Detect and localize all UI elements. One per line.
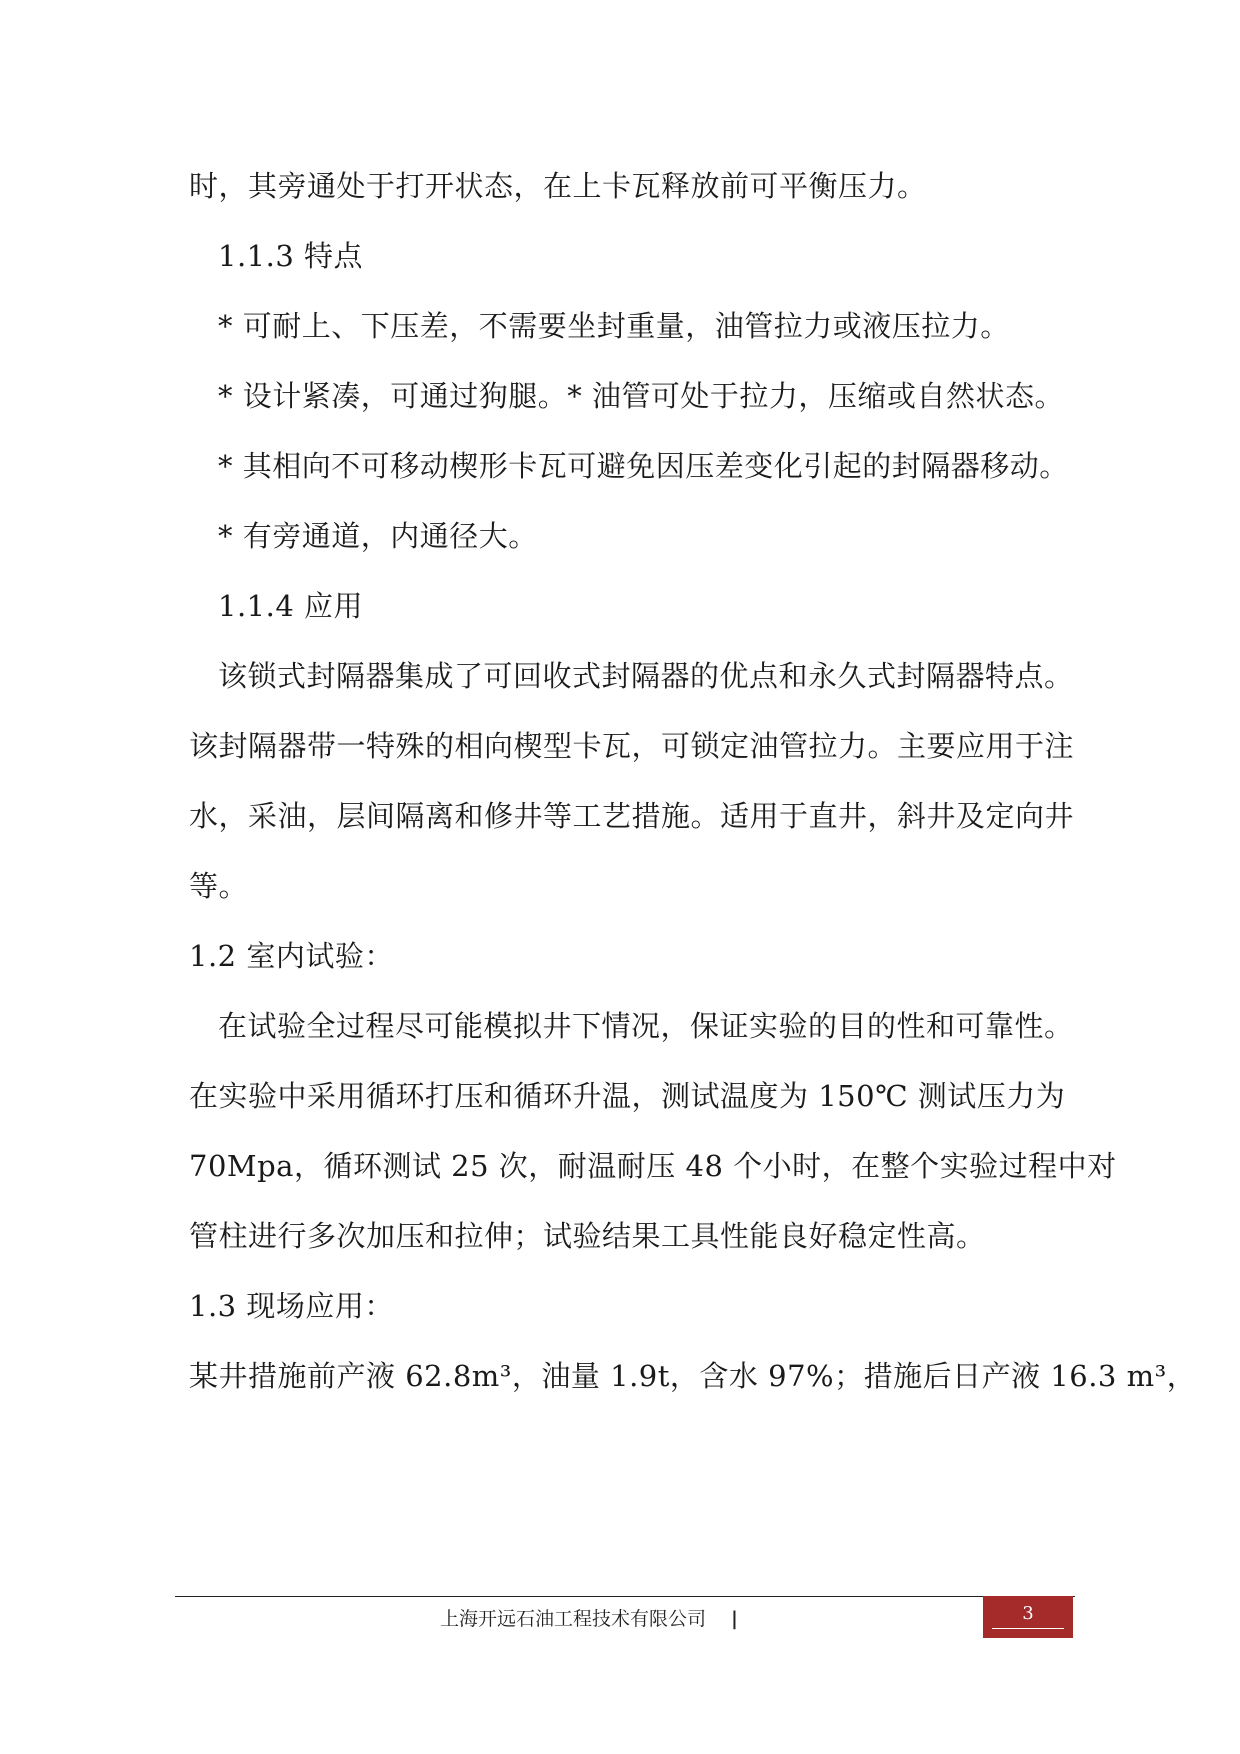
lab-test-paragraph-line-1: 在试验全过程尽可能模拟井下情况，保证实验的目的性和可靠性。 bbox=[218, 1009, 1074, 1043]
application-paragraph-line-1: 该锁式封隔器集成了可回收式封隔器的优点和永久式封隔器特点。 bbox=[218, 659, 1074, 693]
section-heading-1-3: 1.3 现场应用： bbox=[189, 1289, 394, 1323]
section-heading-1-2: 1.2 室内试验： bbox=[189, 939, 394, 973]
lab-test-paragraph-line-4: 管柱进行多次加压和拉伸；试验结果工具性能良好稳定性高。 bbox=[189, 1219, 986, 1253]
application-paragraph-line-3: 水，采油，层间隔离和修井等工艺措施。适用于直井，斜井及定向井 bbox=[189, 799, 1075, 833]
section-heading-1-1-3: 1.1.3 特点 bbox=[218, 239, 364, 273]
application-paragraph-line-2: 该封隔器带一特殊的相向楔型卡瓦，可锁定油管拉力。主要应用于注 bbox=[189, 729, 1075, 763]
footer-separator: | bbox=[731, 1608, 738, 1630]
section-heading-1-1-4: 1.1.4 应用 bbox=[218, 589, 364, 623]
feature-bullet-3: * 其相向不可移动楔形卡瓦可避免因压差变化引起的封隔器移动。 bbox=[218, 449, 1069, 483]
page-number: 3 bbox=[1022, 1603, 1034, 1624]
footer-company-name: 上海开远石油工程技术有限公司 bbox=[440, 1608, 707, 1630]
body-line-1: 时，其旁通处于打开状态，在上卡瓦释放前可平衡压力。 bbox=[189, 169, 927, 203]
application-paragraph-line-4: 等。 bbox=[189, 869, 249, 903]
page-number-underline bbox=[992, 1628, 1064, 1629]
lab-test-paragraph-line-3: 70Mpa，循环测试 25 次，耐温耐压 48 个小时，在整个实验过程中对 bbox=[189, 1149, 1117, 1183]
feature-bullet-1: * 可耐上、下压差，不需要坐封重量，油管拉力或液压拉力。 bbox=[218, 309, 1010, 343]
feature-bullet-4: * 有旁通道，内通径大。 bbox=[218, 519, 538, 553]
feature-bullet-2: * 设计紧凑，可通过狗腿。* 油管可处于拉力，压缩或自然状态。 bbox=[218, 379, 1064, 413]
footer-divider bbox=[175, 1596, 1075, 1597]
lab-test-paragraph-line-2: 在实验中采用循环打压和循环升温，测试温度为 150℃ 测试压力为 bbox=[189, 1079, 1066, 1113]
page-number-badge bbox=[983, 1596, 1073, 1638]
field-application-line-1: 某井措施前产液 62.8m³，油量 1.9t，含水 97%；措施后日产液 16.3 m³， bbox=[189, 1359, 1197, 1393]
